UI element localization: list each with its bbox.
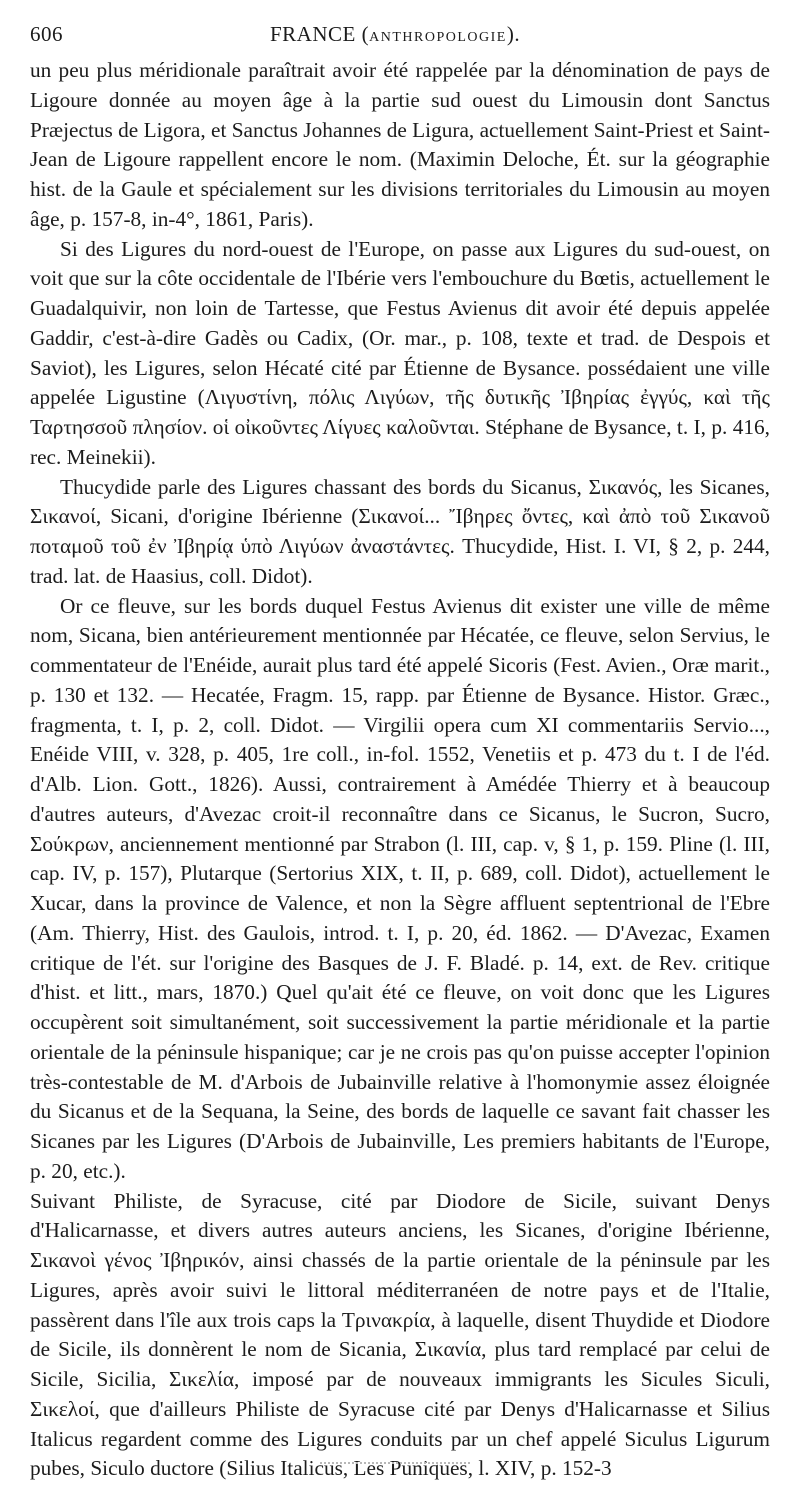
- footer-ornament: [320, 1462, 470, 1468]
- paragraph-philiste: Suivant Philiste, de Syracuse, cité par Diodore de Sicile, suivant Denys d'Halicarnasse, et divers autres auteurs anciens, les Sicanes, d'origine Ibérienne, Σικανοὶ γένος Ἰβηρικόν, ainsi chassés de la partie orientale de la péninsule par les Ligures, après avoir suivi le littoral méditerranéen de notre pays et de l'Italie, passèrent dans l'île aux trois caps la Τρινακρία, à laquelle, disent Thuydide et Diodore de Sicile, ils donnèrent le nom de Sicania, Σικανία, plus tard remplacé par celui de Sicile, Sicilia, Σικελία, imposé par de nouveaux immigrants les Sicules Siculi, Σικελοί, que d'ailleurs Philiste de Syracuse cité par Denys d'Halicarnasse et Silius Italicus regardent comme des Ligures conduits par un chef appelé Siculus Ligurum pubes, Siculo ductore (Silius Italicus, Les Puniques, l. XIV, p. 152-3: [30, 1188, 770, 1481]
- running-title-subtitle: ANTHROPOLOGIE: [369, 30, 507, 45]
- paragraph-continuation: un peu plus méridionale paraîtrait avoir été rappelée par la dénomination de pays de Ligoure donnée au moyen âge à la partie sud ouest du Limousin dont Sanctus Præjectus de Ligora, et Sanctus Johannes de Ligura, actuellement Saint-Priest et Saint-Jean de Ligoure rappellent encore le nom. (Maximin Deloche, Ét. sur la géographie hist. de la Gaule et spécialement sur les divisions territoriales du Limousin au moyen âge, p. 157-8, in-4°, 1861, Paris).: [30, 58, 770, 231]
- running-title: [270, 22, 520, 47]
- document-page: [30, 22, 770, 1484]
- running-title-close: ).: [506, 22, 521, 46]
- body-text: [30, 56, 770, 1484]
- paragraph-thucydide: Thucydide parle des Ligures chassant des bords du Sicanus, Σικανός, les Sicanes, Σικανοί, Sicani, d'origine Ibérienne (Σικανοί... Ἴβηρες ὄντες, καὶ ἀπὸ τοῦ Σικανοῦ ποταμοῦ τοῦ ἐν Ἰβηρίᾳ ὑπὸ Λιγύων ἀναστάντες. Thucydide, Hist. I. VI, § 2, p. 244, trad. lat. de Haasius, coll. Didot).: [30, 474, 770, 588]
- paragraph-fleuve: Or ce fleuve, sur les bords duquel Festus Avienus dit exister une ville de même nom, Sicana, bien antérieurement mentionnée par Hécatée, ce fleuve, selon Servius, le commentateur de l'Enéide, aurait plus tard été appelé Sicoris (Fest. Avien., Oræ marit., p. 130 et 132. — Hecatée, Fragm. 15, rapp. par Étienne de Bysance. Histor. Græc., fragmenta, t. I, p. 2, coll. Didot. — Virgilii opera cum XI commentariis Servio..., Enéide VIII, v. 328, p. 405, 1re coll., in-fol. 1552, Venetiis et p. 473 du t. I de l'éd. d'Alb. Lion. Gott., 1826). Aussi, contrairement à Amédée Thierry et à beaucoup d'autres auteurs, d'Avezac croit-il reconnaître dans ce Sicanus, le Sucron, Sucro, Σούκρων, anciennement mentionné par Strabon (l. III, cap. v, § 1, p. 159. Pline (l. III, cap. IV, p. 157), Plutarque (Sertorius XIX, t. II, p. 689, coll. Didot), actuellement le Xucar, dans la province de Valence, et non la Sègre affluent septentrional de l'Ebre (Am. Thierry, Hist. des Gaulois, introd. t. I, p. 20, éd. 1862. — D'Avezac, Examen critique de l'ét. sur l'origine des Basques de J. F. Bladé. p. 14, ext. de Rev. critique d'hist. et litt., mars, 1870.) Quel qu'ait été ce fleuve, on voit donc que les Ligures occupèrent soit simultanément, soit successivement la partie méridionale et la partie orientale de la péninsule hispanique; car je ne crois pas qu'on puisse accepter l'opinion très-contestable de M. d'Arbois de Jubainville relative à l'homonymie assez éloignée du Sicanus et de la Sequana, la Seine, des bords de laquelle ce savant fait chasser les Sicanes par les Ligures (D'Arbois de Jubainville, Les premiers habitants de l'Europe, p. 20, etc.).: [30, 593, 770, 1183]
- paragraph-ligures-sud-ouest: Si des Ligures du nord-ouest de l'Europe, on passe aux Ligures du sud-ouest, on voit que sur la côte occidentale de l'Ibérie vers l'embouchure du Bœtis, actuellement le Guadalquivir, non loin de Tartesse, que Festus Avienus dit avoir été depuis appelée Gaddir, c'est-à-dire Gadès ou Cadix, (Or. mar., p. 108, texte et trad. de Despois et Saviot), les Ligures, selon Hécaté cité par Étienne de Bysance. possédaient une ville appelée Ligustine (Λιγυστίνη, πόλις Λιγύων, τῆς δυτικῆς Ἰβηρίας ἐγγύς, καὶ τῆς Ταρτησσοῦ πλησίον. οἱ οἰκοῦντες Λίγυες καλοῦνται. Stéphane de Bysance, t. I, p. 416, rec. Meinekii).: [30, 236, 770, 469]
- running-title-main: FRANCE (: [270, 22, 370, 46]
- page-number: 606: [30, 22, 63, 46]
- running-head: [30, 22, 770, 56]
